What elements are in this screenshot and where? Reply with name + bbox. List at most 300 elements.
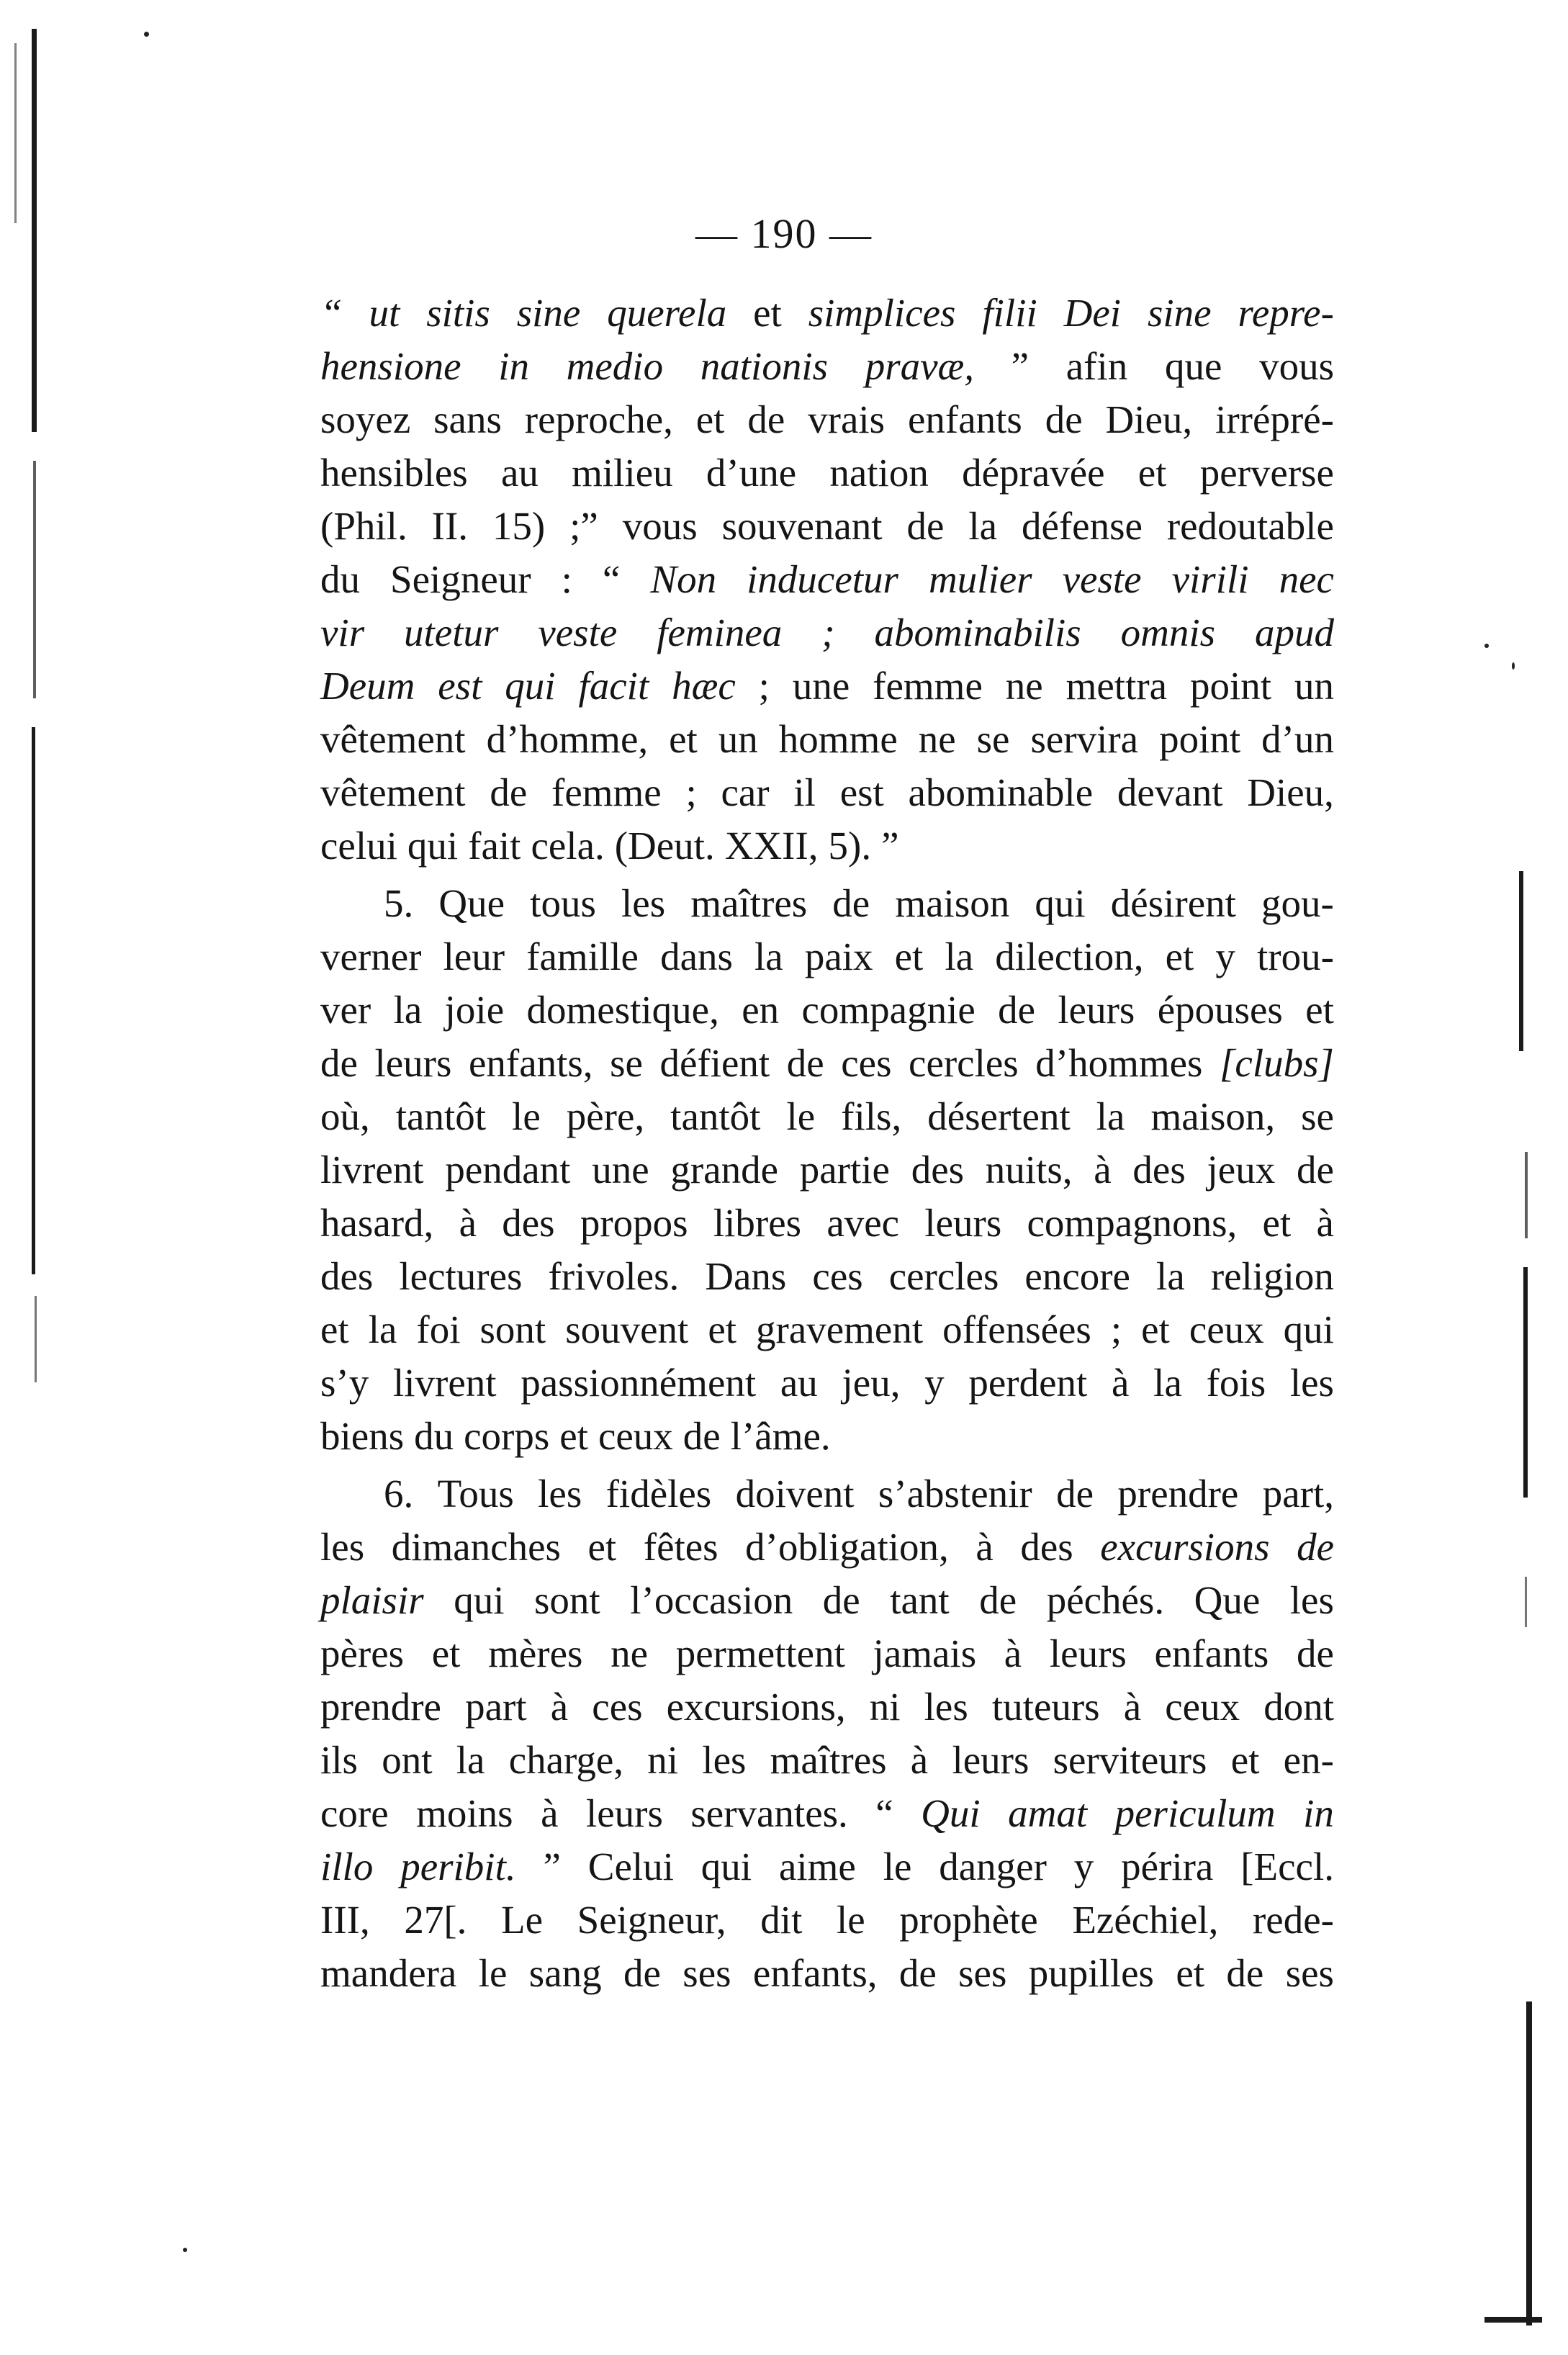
word: et (753, 291, 782, 335)
word: jeux (1207, 1148, 1276, 1192)
word: Non (650, 557, 717, 601)
word: du (320, 557, 360, 601)
word: leurs (585, 1791, 663, 1835)
word: les (924, 1685, 968, 1729)
right-margin-rule (1525, 1577, 1527, 1627)
word: dimanches (391, 1525, 561, 1569)
word: offensées (942, 1307, 1091, 1351)
text-line (320, 446, 1334, 500)
word: ses (958, 1951, 1007, 1995)
word: leurs (1049, 1631, 1127, 1675)
text-line (320, 287, 1334, 340)
word: servantes. (690, 1791, 848, 1835)
word: plaisir (320, 1578, 424, 1622)
word: à (1004, 1631, 1022, 1675)
word: redoutable (1166, 504, 1334, 548)
word: de (906, 504, 945, 548)
word: perdent (968, 1361, 1088, 1405)
word: fils, (841, 1094, 902, 1138)
word: ” (1011, 344, 1029, 388)
word: de (1045, 397, 1083, 441)
word: et (1141, 1307, 1170, 1351)
word: qui (700, 1845, 752, 1888)
word: part (465, 1685, 527, 1729)
word: enfants (1154, 1631, 1269, 1675)
word: omnis (1120, 611, 1216, 654)
word: qui (505, 664, 556, 708)
word: hæc (672, 664, 736, 708)
scan-speck (1484, 644, 1489, 648)
word: vêtement (320, 770, 466, 814)
word: et (894, 935, 924, 978)
word: dans (660, 935, 733, 978)
word: hensione (320, 344, 461, 388)
word: livrent (392, 1361, 497, 1405)
word: en- (1283, 1738, 1334, 1782)
word: l’âme. (730, 1414, 831, 1458)
word: de (1296, 1631, 1334, 1675)
word: à (1123, 1685, 1142, 1729)
word: vir (320, 611, 365, 654)
word: et (587, 1525, 617, 1569)
word: reproche, (524, 397, 673, 441)
word: ; (685, 770, 697, 814)
word: périra (1121, 1845, 1214, 1888)
word: d’obligation, (745, 1525, 949, 1569)
word: compagnons, (1027, 1201, 1238, 1245)
word: nec (1279, 557, 1334, 601)
word: irrépré- (1215, 397, 1334, 441)
word: querela (607, 291, 727, 335)
word: de (832, 881, 870, 925)
word: fidèles (605, 1472, 712, 1516)
word: et (1137, 451, 1167, 495)
word: Seigneur (390, 557, 531, 601)
word: désertent (927, 1094, 1071, 1138)
word: sitis (426, 291, 490, 335)
word: in (498, 344, 529, 388)
word: excursions, (666, 1685, 846, 1729)
word: “ (602, 557, 621, 601)
word: enfants, (752, 1951, 878, 1995)
text-line (320, 1734, 1334, 1787)
word: verner (320, 935, 422, 978)
word: cercles (909, 1041, 1019, 1085)
word: excursions (1100, 1525, 1270, 1569)
word: enfants (907, 397, 1022, 441)
word: se (610, 1041, 643, 1085)
word: moins (416, 1791, 513, 1835)
scan-speck (183, 2248, 187, 2252)
word: Le (501, 1898, 544, 1942)
word: ni (647, 1738, 679, 1782)
text-line (320, 606, 1334, 659)
word: celui (320, 824, 397, 868)
word: Ezéchiel, (1072, 1898, 1219, 1942)
word: le (786, 1094, 816, 1138)
word: s’y (320, 1361, 369, 1405)
word: point (1190, 664, 1272, 708)
word: ses (1285, 1951, 1334, 1995)
word: les (702, 1738, 747, 1782)
word: domestique, (526, 988, 719, 1032)
word: II. (431, 504, 469, 548)
word: apud (1254, 611, 1334, 654)
word: les (538, 1472, 582, 1516)
word: cercles (888, 1254, 999, 1298)
word: vous (1259, 344, 1334, 388)
word: à (1316, 1201, 1334, 1245)
word: Seigneur, (577, 1898, 726, 1942)
word: un (1294, 664, 1334, 708)
word: Dans (705, 1254, 787, 1298)
word: virili (1171, 557, 1249, 601)
word: leur (443, 935, 505, 978)
word: ne (1005, 664, 1043, 708)
text-line (320, 1627, 1334, 1680)
text-line (320, 930, 1334, 983)
text-line (384, 1467, 1334, 1521)
word: l’occasion (630, 1578, 793, 1622)
word: des (1132, 1148, 1186, 1192)
word: perverse (1199, 451, 1334, 495)
word: medio (566, 344, 664, 388)
scan-speck (1512, 662, 1515, 670)
word: devant (1117, 770, 1223, 814)
word: homme (778, 717, 898, 761)
word: au (500, 451, 539, 495)
word: la (393, 988, 423, 1032)
word: une (792, 664, 850, 708)
word: trou- (1257, 935, 1334, 978)
word: ver (320, 988, 371, 1032)
text-line (320, 1356, 1334, 1410)
word: ces (812, 1254, 863, 1298)
text-line (320, 1090, 1334, 1143)
word: nationis (700, 344, 829, 388)
text-line (320, 1250, 1334, 1303)
word: fait (468, 824, 521, 868)
word: maîtres (770, 1738, 887, 1782)
word: tous (530, 881, 596, 925)
word: joie (444, 988, 505, 1032)
word: abominabilis (874, 611, 1081, 654)
text-line (320, 1574, 1334, 1627)
left-margin-rule (14, 43, 17, 223)
word: dit (760, 1898, 803, 1942)
text-line (320, 766, 1334, 819)
word: permettent (675, 1631, 845, 1675)
word: jeu, (842, 1361, 901, 1405)
word: leurs (1058, 988, 1135, 1032)
word: il (793, 770, 816, 814)
word: (Deut. (614, 824, 715, 868)
word: doivent (735, 1472, 855, 1516)
word: est (839, 770, 884, 814)
word: à (1112, 1361, 1130, 1405)
word: de (898, 1951, 937, 1995)
word: abominable (908, 770, 1094, 814)
word: ne (610, 1631, 649, 1675)
text-line (320, 1840, 1334, 1894)
word: mettra (1065, 664, 1168, 708)
word: core (320, 1791, 389, 1835)
word: “ (320, 291, 343, 335)
text-line (320, 1894, 1334, 1947)
word: periculum (1114, 1791, 1276, 1835)
word: y (924, 1361, 945, 1405)
word: fêtes (643, 1525, 718, 1569)
word: foi (416, 1307, 461, 1351)
word: 6. (384, 1472, 414, 1516)
word: point (1159, 717, 1241, 761)
word: simplices (808, 291, 956, 335)
word: veste (1062, 557, 1142, 601)
right-margin-rule (1519, 871, 1523, 1051)
left-margin-rule (32, 29, 37, 432)
word: propos (580, 1201, 688, 1245)
word: de (822, 1578, 860, 1622)
word: ceux (1189, 1307, 1264, 1351)
word: mulier (928, 557, 1032, 601)
word: illo (320, 1845, 374, 1888)
word: et (1165, 935, 1194, 978)
text-line (320, 1410, 1334, 1463)
word: des (1020, 1525, 1073, 1569)
word: corps (464, 1414, 550, 1458)
left-margin-rule (33, 461, 36, 698)
word: les (320, 1525, 365, 1569)
word: passionnément (521, 1361, 757, 1405)
word: les (1289, 1361, 1334, 1405)
word: maison (895, 881, 1010, 925)
word: et (559, 1414, 588, 1458)
word: aime (778, 1845, 856, 1888)
word: défense (1021, 504, 1143, 548)
word: une (592, 1148, 649, 1192)
word: III, (320, 1898, 370, 1942)
word: dépravée (962, 451, 1105, 495)
word: facit (578, 664, 649, 708)
word: frivoles. (548, 1254, 680, 1298)
text-line (320, 1143, 1334, 1197)
word: livrent (320, 1148, 424, 1192)
word: la (754, 935, 783, 978)
word: repre- (1238, 291, 1334, 335)
word: religion (1210, 1254, 1334, 1298)
word: cela. (531, 824, 605, 868)
word: et (1262, 1201, 1292, 1245)
word: la (1156, 1254, 1185, 1298)
word: ut (369, 291, 400, 335)
word: : (561, 557, 572, 601)
word: les (621, 881, 666, 925)
word: Qui (921, 1791, 981, 1835)
word: peribit. (400, 1845, 516, 1888)
word: de (490, 770, 528, 814)
text-line (320, 1787, 1334, 1840)
word: tuteurs (991, 1685, 1100, 1729)
word: ” (881, 824, 899, 868)
word: ni (869, 1685, 901, 1729)
text-line (320, 1037, 1334, 1090)
text-line (320, 713, 1334, 766)
word: feminea (657, 611, 783, 654)
word: femme (873, 664, 983, 708)
word: compagnie (801, 988, 976, 1032)
text-line (384, 877, 1334, 930)
word: la (368, 1307, 397, 1351)
word: hensibles (320, 451, 468, 495)
left-margin-rule (35, 1296, 37, 1382)
text-line (320, 1947, 1334, 2000)
word: des (502, 1201, 555, 1245)
word: un (718, 717, 758, 761)
word: Celui (587, 1845, 674, 1888)
word: 5. (384, 881, 414, 925)
word: [clubs] (1220, 1041, 1334, 1085)
word: maîtres (690, 881, 808, 925)
word: [Eccl. (1240, 1845, 1334, 1888)
word: prendre (320, 1685, 441, 1729)
scan-speck (144, 32, 149, 37)
text-line (320, 553, 1334, 606)
word: la (945, 935, 974, 978)
word: et (695, 397, 725, 441)
word: prendre (1117, 1472, 1239, 1516)
word: ” (543, 1845, 561, 1888)
word: milieu (572, 451, 673, 495)
word: péchés. (1046, 1578, 1165, 1622)
word: qui (407, 824, 459, 868)
word: ces (592, 1685, 643, 1729)
right-margin-rule (1525, 1152, 1528, 1238)
word: le (512, 1094, 541, 1138)
word: pères (320, 1631, 405, 1675)
word: où, (320, 1094, 370, 1138)
word: sine (1148, 291, 1212, 335)
word: à (910, 1738, 929, 1782)
text-line (320, 1303, 1334, 1356)
word: Dieu, (1247, 770, 1334, 814)
word: Que (1194, 1578, 1261, 1622)
word: à (1094, 1148, 1112, 1192)
word: au (780, 1361, 818, 1405)
word: ; (821, 611, 835, 654)
word: 27[. (404, 1898, 467, 1942)
word: ; (758, 664, 770, 708)
word: ne (918, 717, 956, 761)
word: (Phil. (320, 504, 407, 548)
text-line (320, 1521, 1334, 1574)
word: y (1073, 1845, 1094, 1888)
word: à (541, 1791, 559, 1835)
word: désirent (1110, 881, 1236, 925)
word: pendant (445, 1148, 571, 1192)
word: de (1056, 1472, 1094, 1516)
word: qui (1283, 1307, 1334, 1351)
word: utetur (404, 611, 499, 654)
text-line (320, 659, 1334, 713)
word: de (747, 397, 785, 441)
word: la (968, 504, 998, 548)
word: tantôt (395, 1094, 487, 1138)
word: du (414, 1414, 454, 1458)
right-margin-rule (1526, 2001, 1532, 2325)
text-line (320, 500, 1334, 553)
word: filii (982, 291, 1037, 335)
word: ceux (1165, 1685, 1240, 1729)
word: père, (566, 1094, 645, 1138)
word: et (320, 1307, 349, 1351)
word: à (976, 1525, 993, 1569)
word: ont (382, 1738, 433, 1782)
word: souvenant (721, 504, 883, 548)
word: vêtement (320, 717, 466, 761)
word: pravæ, (865, 344, 974, 388)
right-margin-rule (1484, 2317, 1542, 2323)
word: d’une (706, 451, 797, 495)
word: que (1164, 344, 1222, 388)
word: jamais (873, 1631, 977, 1675)
word: les (1289, 1578, 1334, 1622)
word: à (459, 1201, 477, 1245)
word: de (1226, 1951, 1264, 1995)
word: souvent (565, 1307, 689, 1351)
word: part, (1262, 1472, 1334, 1516)
word: in (1303, 1791, 1334, 1835)
word: enfants, (468, 1041, 593, 1085)
word: serviteurs (1053, 1738, 1207, 1782)
word: ceux (598, 1414, 673, 1458)
word: de (320, 1041, 358, 1085)
word: leurs (924, 1201, 1002, 1245)
word: hasard, (320, 1201, 434, 1245)
word: leurs (374, 1041, 452, 1085)
word: d’hommes (1035, 1041, 1203, 1085)
word: de (682, 1414, 721, 1458)
word: se (1301, 1094, 1334, 1138)
word: pupilles (1028, 1951, 1154, 1995)
word: partie (799, 1148, 890, 1192)
word: et (1230, 1738, 1260, 1782)
word: servira (1030, 717, 1139, 761)
word: de (1296, 1148, 1334, 1192)
word: ; (1110, 1307, 1122, 1351)
word: ils (320, 1738, 358, 1782)
word: sans (433, 397, 502, 441)
word: vous (622, 504, 698, 548)
word: sine (516, 291, 581, 335)
word: dilection, (995, 935, 1144, 978)
word: de (786, 1041, 824, 1085)
word: 15) (492, 504, 546, 548)
word: s’abstenir (878, 1472, 1032, 1516)
left-margin-rule (32, 727, 35, 1274)
word: Dieu, (1105, 397, 1193, 441)
word: gou- (1261, 881, 1334, 925)
word: la (1153, 1361, 1182, 1405)
word: sang (528, 1951, 602, 1995)
word: car (721, 770, 770, 814)
text-line (320, 819, 1334, 873)
word: nation (829, 451, 929, 495)
word: maison, (1150, 1094, 1276, 1138)
word: le (836, 1898, 865, 1942)
word: sont (534, 1578, 600, 1622)
word: famille (526, 935, 639, 978)
word: qui (1035, 881, 1086, 925)
